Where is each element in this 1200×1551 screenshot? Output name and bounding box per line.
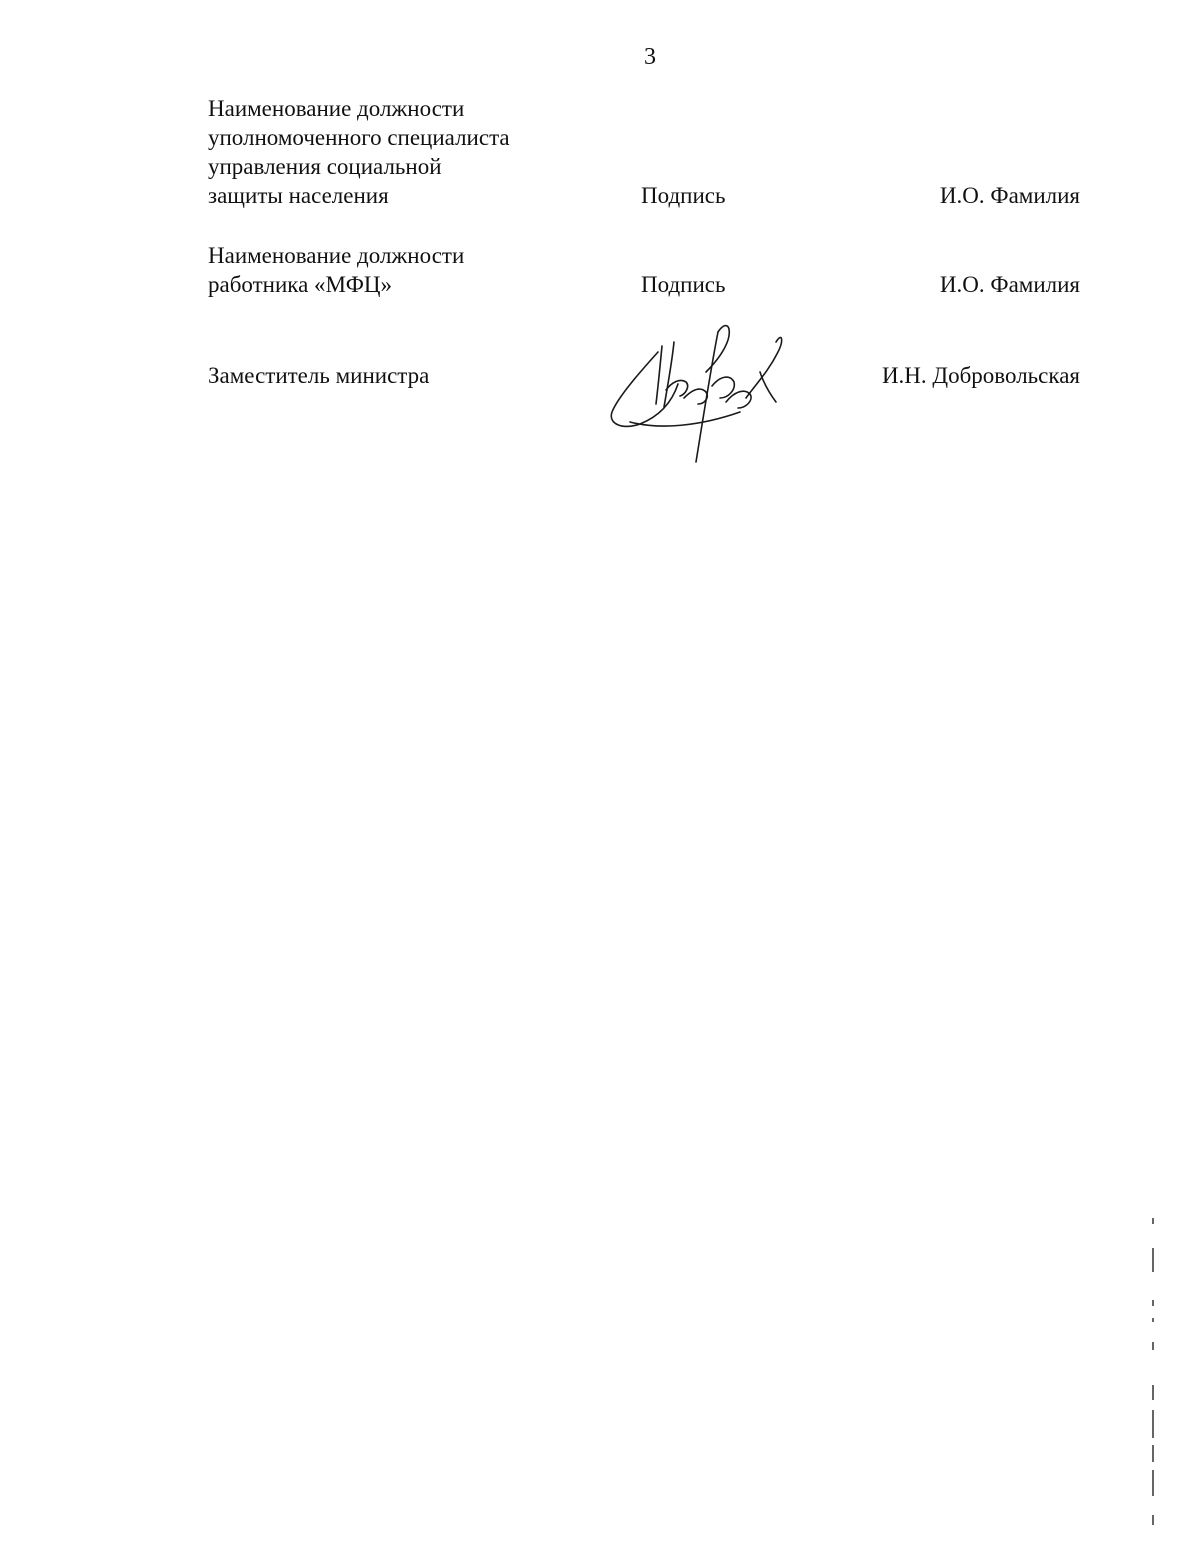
name-deputy-minister: И.Н. Добровольская — [881, 363, 1080, 388]
position-mfc-worker: Наименование должности работника «МФЦ» — [208, 243, 465, 297]
name-mfc-worker: И.О. Фамилия — [939, 272, 1080, 297]
scan-artifact-marks — [1148, 1200, 1158, 1540]
signature-label-specialist: Подпись — [641, 183, 726, 208]
page-number: 3 — [644, 44, 656, 70]
signature-label-mfc-worker: Подпись — [641, 272, 726, 297]
handwritten-signature-icon — [600, 312, 800, 472]
name-specialist: И.О. Фамилия — [939, 183, 1080, 208]
position-specialist: Наименование должности уполномоченного специалиста управления социальной защиты населения — [208, 96, 510, 208]
position-deputy-minister: Заместитель министра — [208, 363, 430, 388]
